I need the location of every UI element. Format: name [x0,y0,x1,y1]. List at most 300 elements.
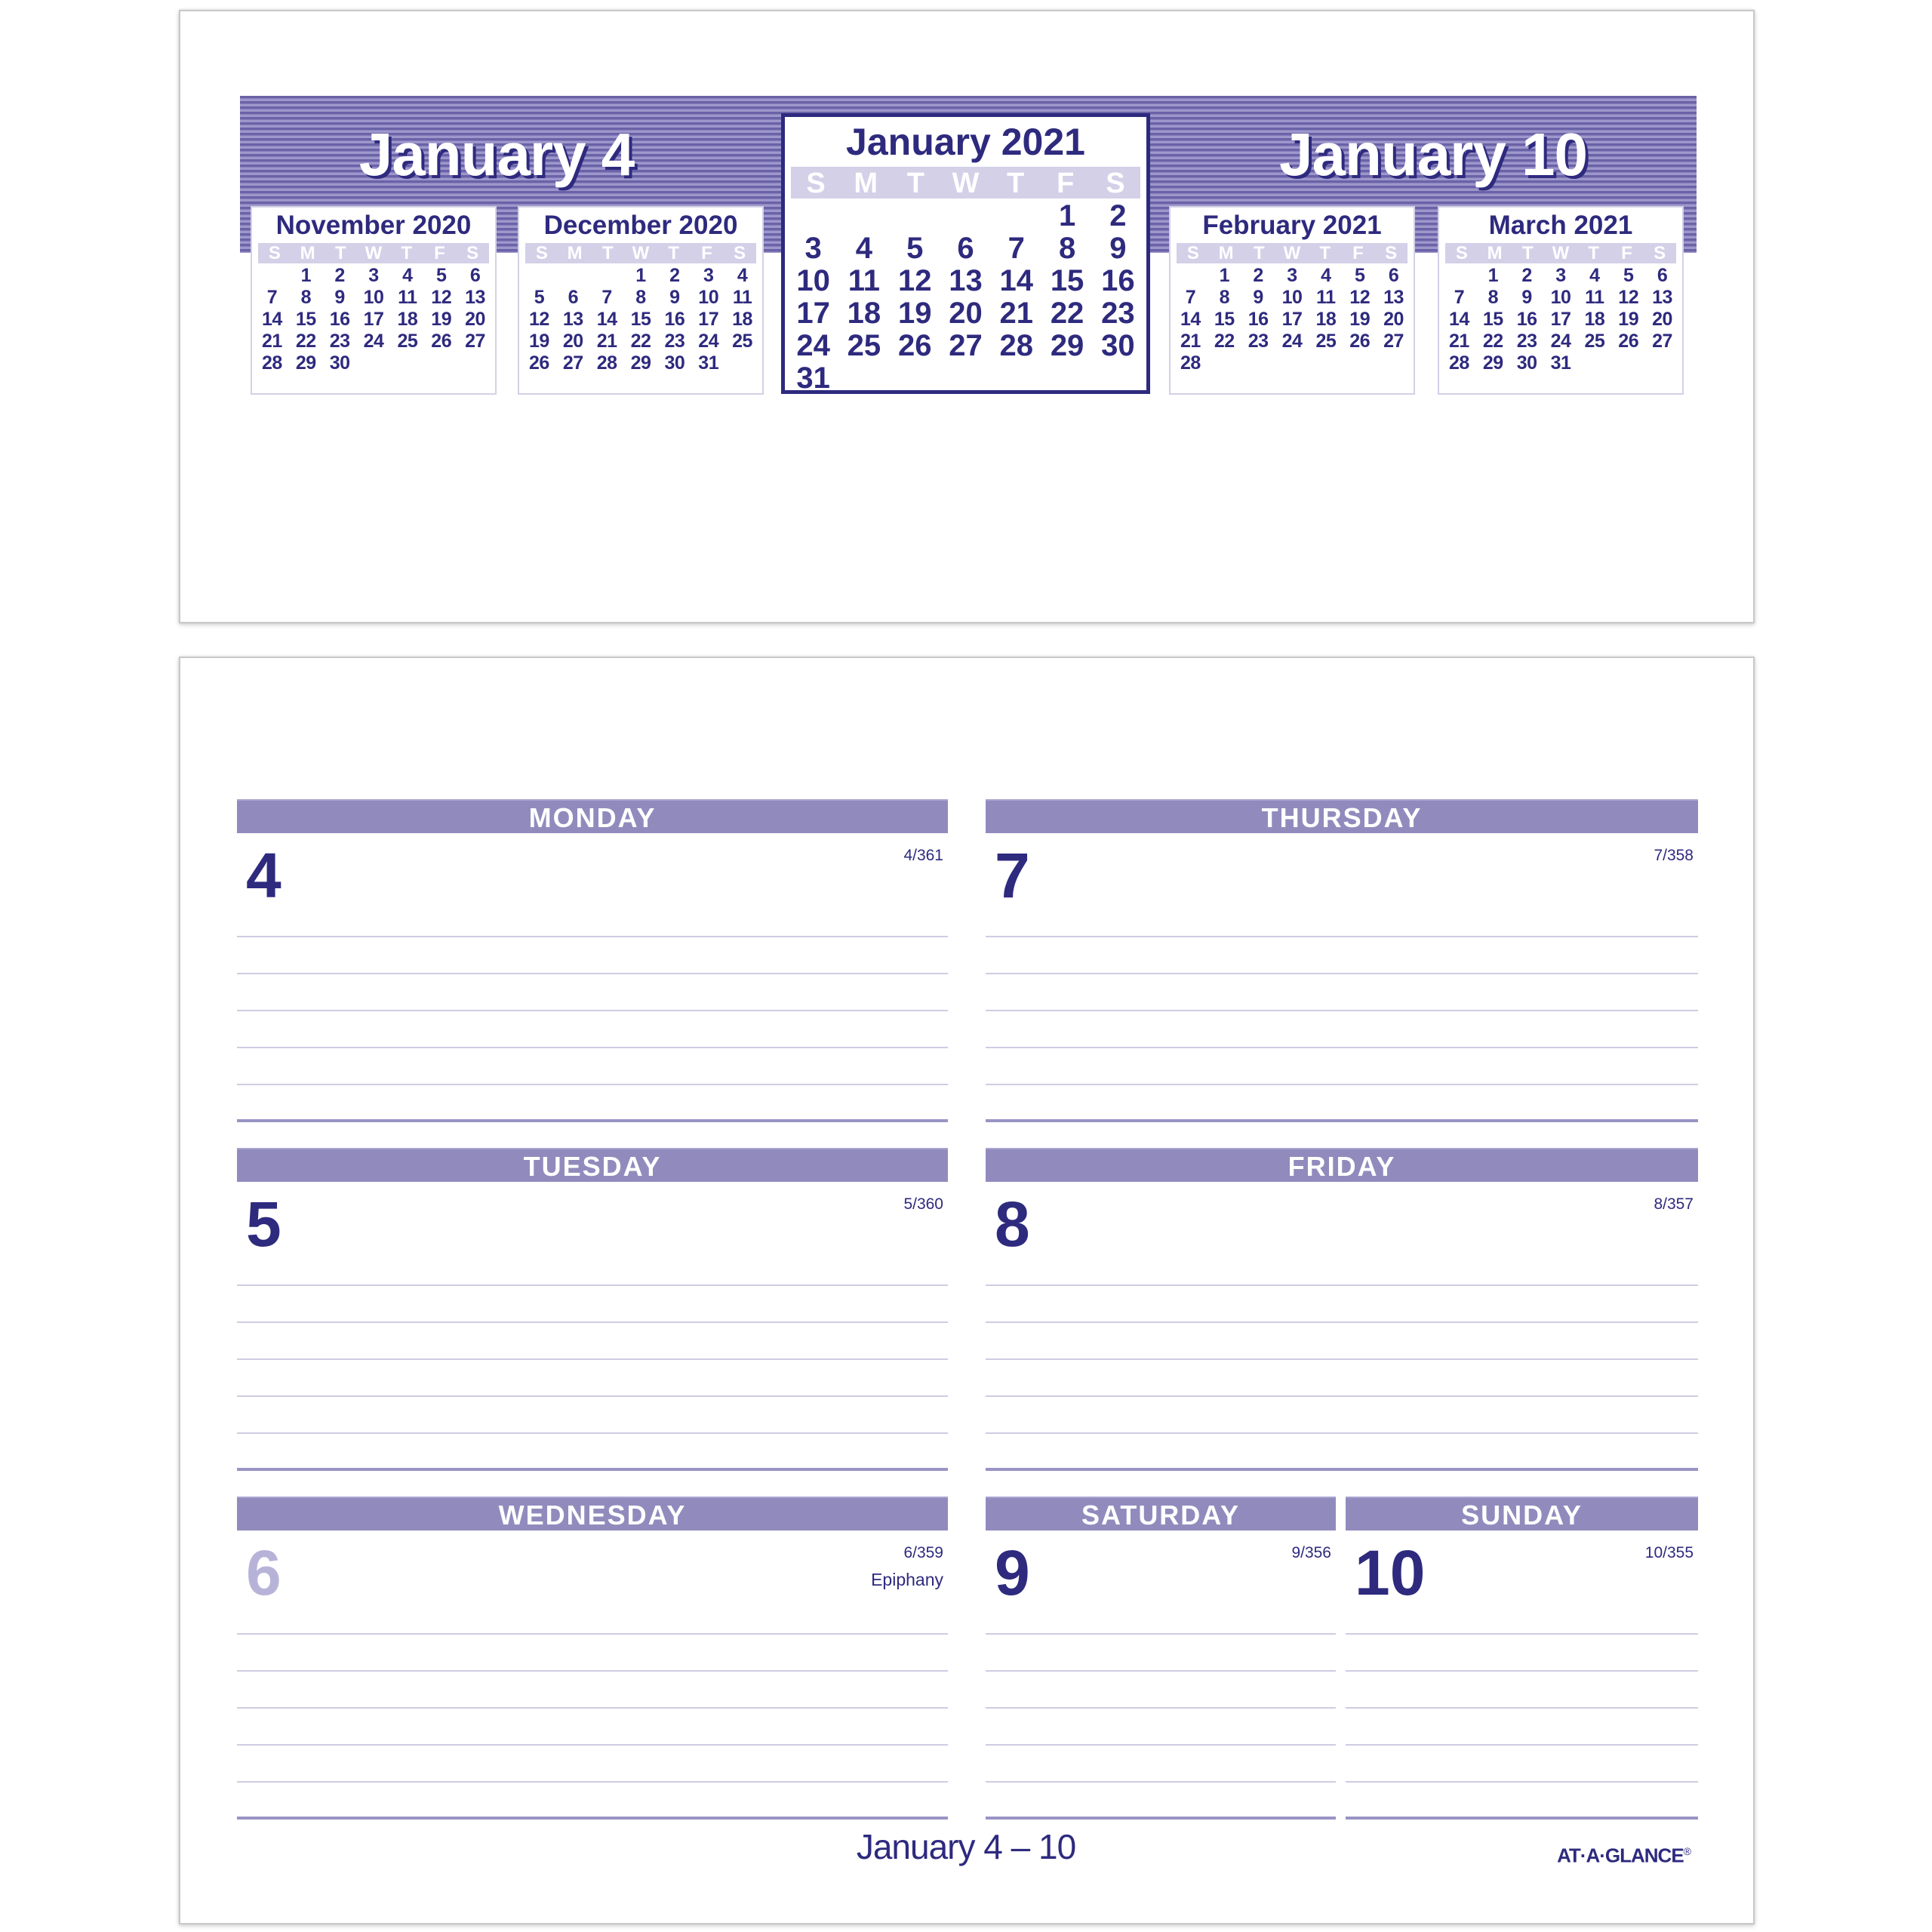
date-cell: 6 [1657,265,1668,286]
date-cell: 5 [906,232,924,265]
day-label: FRIDAY [1287,1151,1396,1182]
empty-cell [1442,265,1476,287]
date-cell: 28 [1180,352,1201,374]
writing-line [237,1010,948,1011]
weekday-letter: F [1352,243,1364,263]
writing-line [986,1744,1336,1746]
date-cell: 12 [529,309,549,330]
mini-calendar-title: March 2021 [1488,211,1633,240]
writing-line [237,1358,948,1360]
weekday-letter: T [1588,243,1600,263]
current-month-calendar-january-2021 [781,113,1150,394]
date-cell: 18 [397,309,418,330]
day-of-year: 5/360 [903,1195,943,1213]
date-cell: 10 [363,287,384,308]
mini-calendar-title: February 2021 [1202,211,1382,240]
day-label: THURSDAY [1261,802,1423,833]
mini-calendar-title: December 2020 [543,211,738,240]
empty-cell [838,200,889,232]
day-of-year: 10/355 [1644,1544,1694,1561]
date-cell: 17 [1281,309,1303,330]
date-cell: 30 [1101,329,1135,362]
date-cell: 26 [1618,331,1639,352]
empty-cell [788,200,838,232]
date-cell: 19 [1618,309,1639,330]
date-cell: 18 [732,309,752,330]
day-of-year: 7/358 [1654,847,1694,864]
weekday-letter: W [952,168,980,199]
date-cell: 8 [300,287,311,308]
day-label: TUESDAY [523,1151,662,1182]
day-divider [986,1119,1698,1122]
date-cell: 1 [635,265,646,286]
date-cell: 12 [897,264,932,297]
date-cell: 22 [295,331,316,352]
weekday-letter: T [1319,243,1331,263]
date-cell: 8 [1058,232,1076,265]
weekday-letter: S [1385,243,1398,263]
weekday-letter: T [1007,168,1025,199]
weekday-letter: W [365,243,383,263]
date-cell: 29 [1482,352,1503,374]
writing-line [237,973,948,974]
date-cell: 14 [1180,309,1201,330]
mini-calendar-title: November 2020 [275,211,472,240]
weekday-letter: W [1552,243,1570,263]
brand-name: AT·A·GLANCE [1557,1844,1684,1867]
registered-mark: ® [1683,1845,1690,1857]
writing-line [986,1084,1698,1085]
date-cell: 29 [295,352,316,374]
date-cell: 20 [1383,309,1404,330]
date-cell: 25 [1584,331,1605,352]
date-cell: 2 [1253,265,1263,286]
date-cell: 1 [1058,199,1076,232]
date-cell: 3 [1287,265,1297,286]
date-cell: 9 [669,287,680,308]
date-cell: 16 [664,309,685,330]
day-block-wednesday[interactable] [237,1497,948,1821]
date-cell: 14 [1449,309,1469,330]
day-label: MONDAY [528,802,657,833]
weekday-letter: F [1621,243,1632,263]
date-cell: 29 [630,352,651,374]
date-cell: 13 [1652,287,1672,308]
date-cell: 11 [848,264,881,297]
day-divider [237,1817,948,1820]
writing-line [986,1010,1698,1011]
current-month-title: January 2021 [846,121,1085,163]
day-number: 8 [995,1189,1030,1260]
date-cell: 16 [329,309,350,330]
date-cell: 28 [999,329,1034,362]
empty-cell [991,200,1041,232]
date-grid [255,265,492,374]
weekday-letter: F [434,243,445,263]
weekday-letter: W [632,243,650,263]
writing-line [986,1670,1336,1672]
mini-calendar-december-2020 [518,206,764,395]
date-grid [1442,265,1679,374]
date-cell: 18 [1584,309,1605,330]
date-cell: 15 [1050,264,1084,297]
date-cell: 14 [596,309,617,330]
weekday-letter: M [1487,243,1503,263]
day-divider [237,1468,948,1471]
day-number-holiday: 6 [246,1537,281,1608]
day-header-bar [986,1497,1336,1531]
date-cell: 8 [635,287,646,308]
writing-line [986,1707,1336,1709]
weekday-letter: S [806,168,826,199]
weekday-letter: F [1057,168,1075,199]
date-cell: 23 [1516,331,1537,352]
date-cell: 4 [1321,265,1331,286]
week-end-date: January 10 [1278,121,1588,188]
date-cell: 25 [847,329,881,362]
date-cell: 17 [796,297,830,330]
weekday-letter: M [300,243,315,263]
writing-line [986,1284,1698,1286]
writing-line [237,1707,948,1709]
holiday-label: Epiphany [871,1570,943,1589]
date-cell: 31 [698,352,719,374]
weekday-letter: T [906,168,924,199]
writing-line [237,1744,948,1746]
date-cell: 9 [1109,232,1127,265]
date-cell: 11 [398,287,417,308]
date-cell: 15 [1482,309,1503,330]
date-cell: 1 [300,265,311,286]
date-cell: 3 [804,232,822,265]
date-cell: 6 [469,265,481,286]
date-cell: 28 [1449,352,1469,374]
date-cell: 17 [1550,309,1571,330]
date-cell: 24 [796,329,830,362]
day-number: 4 [246,840,281,911]
date-cell: 26 [1349,331,1371,352]
empty-cell [940,200,991,232]
date-cell: 23 [1101,297,1135,330]
date-cell: 27 [1652,331,1672,352]
date-cell: 19 [431,309,452,330]
date-cell: 16 [1101,264,1135,297]
day-header-bar [237,799,948,833]
date-cell: 10 [1550,287,1571,308]
date-cell: 2 [669,265,680,286]
day-header-bar [237,1148,948,1182]
date-cell: 14 [262,309,282,330]
writing-line [986,1047,1698,1048]
weekday-letter: S [268,243,281,263]
date-cell: 24 [1281,331,1303,352]
day-label: SUNDAY [1461,1500,1583,1531]
brand-logo [1557,1840,1690,1867]
weekday-letter: T [1521,243,1534,263]
date-cell: 7 [601,287,612,308]
empty-cell [890,200,940,232]
day-number: 10 [1355,1537,1426,1608]
day-label: WEDNESDAY [498,1500,687,1531]
date-cell: 30 [329,352,350,374]
date-cell: 25 [732,331,752,352]
writing-line [237,1633,948,1635]
date-cell: 13 [1383,287,1404,308]
date-cell: 10 [1281,287,1303,308]
date-cell: 29 [1050,329,1084,362]
empty-cell [522,265,556,287]
date-cell: 7 [1454,287,1465,308]
date-cell: 2 [1521,265,1532,286]
writing-line [986,1358,1698,1360]
date-cell: 31 [1550,352,1571,374]
date-cell: 7 [266,287,278,308]
date-cell: 17 [698,309,719,330]
week-start-date: January 4 [358,121,635,188]
date-cell: 16 [1516,309,1537,330]
weekday-letter: T [334,243,346,263]
date-cell: 11 [1585,287,1604,308]
date-grid [788,200,1143,395]
date-cell: 6 [957,232,974,265]
writing-line [1346,1781,1698,1783]
date-cell: 31 [796,361,830,395]
date-cell: 4 [737,265,748,286]
date-cell: 12 [1618,287,1639,308]
writing-line [237,1432,948,1434]
date-cell: 28 [262,352,282,374]
date-cell: 9 [1521,287,1532,308]
day-block-tuesday[interactable] [237,1148,948,1472]
weekday-header [791,167,1140,198]
date-cell: 25 [1315,331,1337,352]
day-block-monday[interactable] [237,799,948,1124]
date-cell: 21 [596,331,617,352]
weekday-letter: S [466,243,479,263]
date-cell: 15 [295,309,316,330]
weekday-letter: T [601,243,614,263]
day-of-year: 9/356 [1291,1544,1331,1561]
day-header-bar [986,799,1698,833]
writing-line [986,936,1698,937]
date-cell: 20 [465,309,485,330]
writing-line [986,973,1698,974]
empty-cell [1174,265,1208,287]
date-cell: 9 [334,287,345,308]
date-cell: 25 [397,331,418,352]
date-cell: 24 [1550,331,1571,352]
date-grid [522,265,759,374]
date-cell: 22 [1214,331,1235,352]
weekday-letter: S [535,243,548,263]
date-cell: 2 [334,265,345,286]
weekday-letter: W [1283,243,1301,263]
writing-line [237,1284,948,1286]
date-cell: 10 [698,287,719,308]
weekday-header [1445,243,1676,263]
date-cell: 22 [1050,297,1084,330]
date-cell: 27 [562,352,583,374]
weekday-header [258,243,489,263]
empty-cell [590,265,624,287]
date-cell: 20 [562,331,583,352]
day-block-thursday[interactable] [986,799,1698,1124]
date-cell: 3 [1555,265,1566,286]
weekday-letter: S [734,243,746,263]
weekday-letter: S [1654,243,1666,263]
date-cell: 26 [897,329,932,362]
day-number: 5 [246,1189,281,1260]
day-of-year: 6/359 [903,1544,943,1561]
date-cell: 27 [1383,331,1404,352]
date-cell: 4 [402,265,413,286]
date-cell: 4 [855,232,873,265]
writing-line [986,1633,1336,1635]
date-cell: 16 [1247,309,1269,330]
date-cell: 23 [664,331,685,352]
date-grid [1174,265,1411,374]
day-label: SATURDAY [1081,1500,1241,1531]
date-cell: 21 [1449,331,1469,352]
writing-line [986,1432,1698,1434]
writing-line [1346,1744,1698,1746]
date-cell: 27 [465,331,485,352]
weekday-letter: F [701,243,712,263]
date-cell: 20 [949,297,983,330]
date-cell: 6 [568,287,578,308]
date-cell: 4 [1589,265,1600,286]
date-cell: 3 [703,265,714,286]
date-cell: 13 [465,287,485,308]
date-cell: 15 [630,309,651,330]
writing-line [237,1084,948,1085]
day-number: 9 [995,1537,1030,1608]
week-range-label: January 4 – 10 [856,1827,1076,1866]
date-cell: 12 [431,287,452,308]
writing-line [1346,1633,1698,1635]
writing-line [986,1395,1698,1397]
writing-line [237,1047,948,1048]
date-cell: 22 [630,331,651,352]
weekday-header [525,243,756,263]
date-cell: 7 [1008,232,1025,265]
day-block-sunday[interactable] [1346,1497,1698,1821]
weekday-letter: M [854,168,878,199]
date-cell: 19 [897,297,932,330]
weekday-header [1177,243,1407,263]
date-cell: 11 [1316,287,1336,308]
day-block-friday[interactable] [986,1148,1698,1472]
date-cell: 19 [1349,309,1371,330]
day-number: 7 [995,840,1030,911]
weekday-letter: T [1253,243,1265,263]
day-block-saturday[interactable] [986,1497,1336,1821]
day-of-year: 4/361 [903,847,943,864]
day-divider [237,1119,948,1122]
writing-line [237,1781,948,1783]
mini-calendar-february-2021 [1169,206,1415,395]
writing-line [986,1781,1336,1783]
date-cell: 1 [1219,265,1229,286]
weekday-letter: S [1186,243,1199,263]
day-header-bar [986,1148,1698,1182]
date-cell: 7 [1185,287,1196,308]
date-cell: 6 [1388,265,1399,286]
date-cell: 13 [949,264,983,297]
date-cell: 13 [562,309,583,330]
day-divider [986,1468,1698,1471]
date-cell: 17 [363,309,384,330]
writing-line [237,936,948,937]
day-of-year: 8/357 [1654,1195,1694,1213]
date-cell: 19 [529,331,549,352]
date-cell: 26 [529,352,549,374]
date-cell: 27 [949,329,983,362]
date-cell: 23 [329,331,350,352]
date-cell: 26 [431,331,452,352]
date-cell: 21 [1180,331,1201,352]
date-cell: 10 [796,264,830,297]
day-header-bar [237,1497,948,1531]
mini-calendar-march-2021 [1438,206,1684,395]
date-cell: 9 [1253,287,1263,308]
date-cell: 5 [1355,265,1365,286]
empty-cell [556,265,590,287]
weekday-letter: T [401,243,413,263]
date-cell: 22 [1482,331,1503,352]
weekday-letter: T [668,243,680,263]
empty-cell [255,265,289,287]
date-cell: 18 [847,297,881,330]
date-cell: 8 [1487,287,1498,308]
writing-line [237,1670,948,1672]
date-cell: 30 [1516,352,1537,374]
date-cell: 1 [1487,265,1498,286]
weekday-letter: M [1218,243,1234,263]
writing-line [237,1321,948,1323]
writing-line [237,1395,948,1397]
date-cell: 5 [1623,265,1634,286]
date-cell: 20 [1652,309,1672,330]
date-cell: 12 [1349,287,1371,308]
weekday-letter: M [567,243,583,263]
date-cell: 3 [368,265,379,286]
date-cell: 2 [1109,199,1127,232]
date-cell: 28 [596,352,617,374]
date-cell: 5 [436,265,447,286]
mini-calendar-november-2020 [251,206,497,395]
date-cell: 14 [999,264,1034,297]
date-cell: 11 [732,287,752,308]
writing-line [1346,1707,1698,1709]
day-divider [986,1817,1336,1820]
weekday-letter: S [1106,168,1125,199]
date-cell: 23 [1247,331,1269,352]
day-divider [1346,1817,1698,1820]
date-cell: 5 [534,287,545,308]
weekday-letter: S [1455,243,1468,263]
date-cell: 8 [1219,287,1229,308]
date-cell: 18 [1315,309,1337,330]
writing-line [1346,1670,1698,1672]
date-cell: 15 [1214,309,1235,330]
date-cell: 24 [363,331,384,352]
date-cell: 21 [999,297,1034,330]
date-cell: 21 [262,331,282,352]
date-cell: 24 [698,331,719,352]
day-header-bar [1346,1497,1698,1531]
date-cell: 30 [664,352,685,374]
